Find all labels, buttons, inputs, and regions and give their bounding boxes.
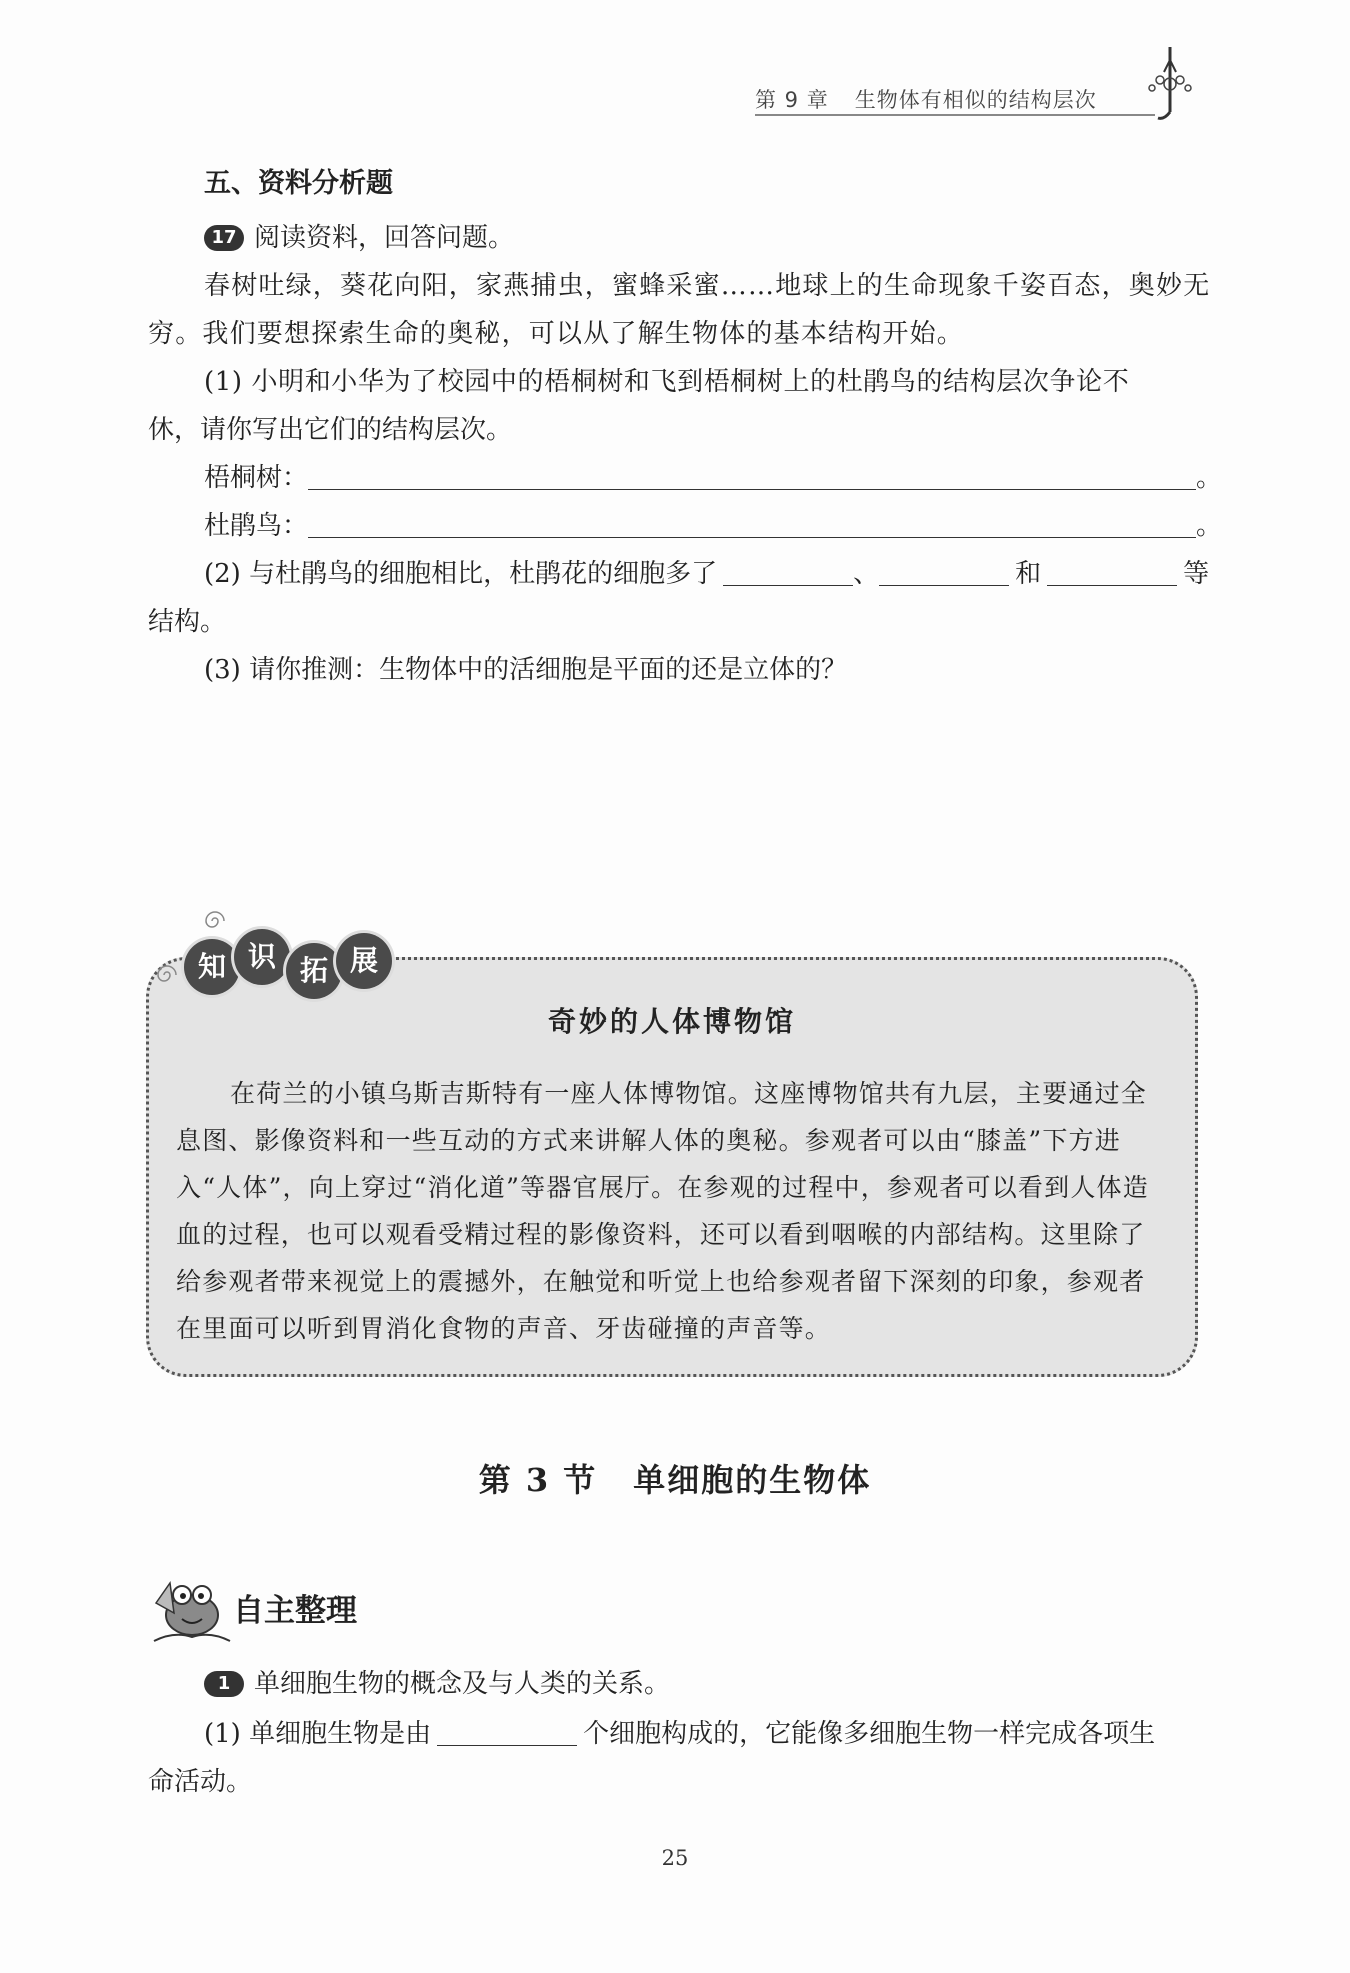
tree-answer-row (204, 454, 1222, 502)
part-2-text: (2) 与杜鹃鸟的细胞相比，杜鹃花的细胞多了 (204, 559, 718, 589)
question-number-badge: 17 (204, 225, 244, 251)
and-word: 和 (1015, 559, 1042, 589)
cell-structure-blank-2[interactable] (879, 555, 1009, 586)
page-number: 25 (661, 1846, 689, 1870)
self-study-question-1 (204, 1660, 670, 1708)
part-1-line-1: (1) 小明和小华为了校园中的梧桐树和飞到梧桐树上的杜鹃鸟的结构层次争论不 (204, 367, 1130, 397)
section-number: 第 3 节 (478, 1461, 598, 1499)
end-mark: 。 (1196, 463, 1223, 493)
tree-answer-blank[interactable] (308, 459, 1196, 490)
bird-answer-blank[interactable] (308, 507, 1196, 538)
badge-char: 拓 (286, 943, 342, 999)
chapter-label: 第 9 章 (755, 88, 829, 112)
separator: 、 (853, 559, 880, 589)
question-text: 单细胞生物的概念及与人类的关系。 (254, 1669, 671, 1699)
part-2-line-2: 结构。 (148, 607, 227, 637)
section-name: 单细胞的生物体 (633, 1461, 872, 1499)
badge-char: 识 (234, 929, 290, 985)
question-number-badge: 1 (204, 1671, 244, 1697)
cell-count-blank[interactable] (437, 1715, 577, 1746)
knowledge-line: 在荷兰的小镇乌斯吉斯特有一座人体博物馆。这座博物馆共有九层，主要通过全 (230, 1079, 1148, 1108)
part-1-text-b: 个细胞构成的，它能像多细胞生物一样完成各项生 (583, 1719, 1156, 1749)
etc-word: 等 (1183, 559, 1210, 589)
knowledge-badge (176, 925, 396, 1005)
section-heading: 五、资料分析题 (204, 168, 393, 199)
knowledge-line: 在里面可以听到胃消化食物的声音、牙齿碰撞的声音等。 (176, 1314, 832, 1343)
knowledge-line: 入“人体”，向上穿过“消化道”等器官展厅。在参观的过程中，参观者可以看到人体造 (176, 1173, 1149, 1202)
question-intro: 阅读资料，回答问题。 (254, 223, 515, 253)
passage-line-1: 春树吐绿，葵花向阳，家燕捕虫，蜜蜂采蜜……地球上的生命现象千姿百态，奥妙无 (204, 271, 1211, 301)
passage-line-2: 穷。我们要想探索生命的奥秘，可以从了解生物体的基本结构开始。 (148, 319, 965, 349)
frog-mascot-icon (144, 1573, 234, 1648)
part-2-line-1 (204, 550, 1209, 598)
self-study-part-1-line-1 (204, 1710, 1155, 1758)
chapter-title: 生物体有相似的结构层次 (854, 88, 1097, 112)
swirl-icon (152, 960, 182, 990)
swirl-icon (200, 906, 230, 936)
self-study-part-1-line-2: 命活动。 (148, 1767, 253, 1797)
cell-structure-blank-1[interactable] (723, 555, 853, 586)
knowledge-line: 息图、影像资料和一些互动的方式来讲解人体的奥秘。参观者可以由“膝盖”下方进 (176, 1126, 1121, 1155)
bird-answer-row (204, 502, 1222, 550)
self-study-heading: 自主整理 (233, 1593, 357, 1629)
part-1-text-a: (1) 单细胞生物是由 (204, 1719, 432, 1749)
header-rule (755, 114, 1155, 116)
part-3: (3) 请你推测：生物体中的活细胞是平面的还是立体的？ (204, 655, 848, 685)
flower-ornament-icon (1140, 42, 1200, 122)
section-title (0, 1455, 1350, 1501)
running-header (755, 84, 1097, 114)
knowledge-title: 奇妙的人体博物馆 (547, 1005, 796, 1038)
part-1-line-2: 休，请你写出它们的结构层次。 (148, 415, 513, 445)
knowledge-line: 给参观者带来视觉上的震撼外，在触觉和听觉上也给参观者留下深刻的印象，参观者 (176, 1267, 1146, 1296)
badge-char: 知 (184, 939, 240, 995)
knowledge-line: 血的过程，也可以观看受精过程的影像资料，还可以看到咽喉的内部结构。这里除了 (176, 1220, 1146, 1249)
cell-structure-blank-3[interactable] (1047, 555, 1177, 586)
question-17 (204, 214, 514, 262)
tree-label: 梧桐树： (204, 463, 309, 493)
end-mark: 。 (1196, 511, 1223, 541)
bird-label: 杜鹃鸟： (204, 511, 309, 541)
badge-char: 展 (336, 933, 392, 989)
